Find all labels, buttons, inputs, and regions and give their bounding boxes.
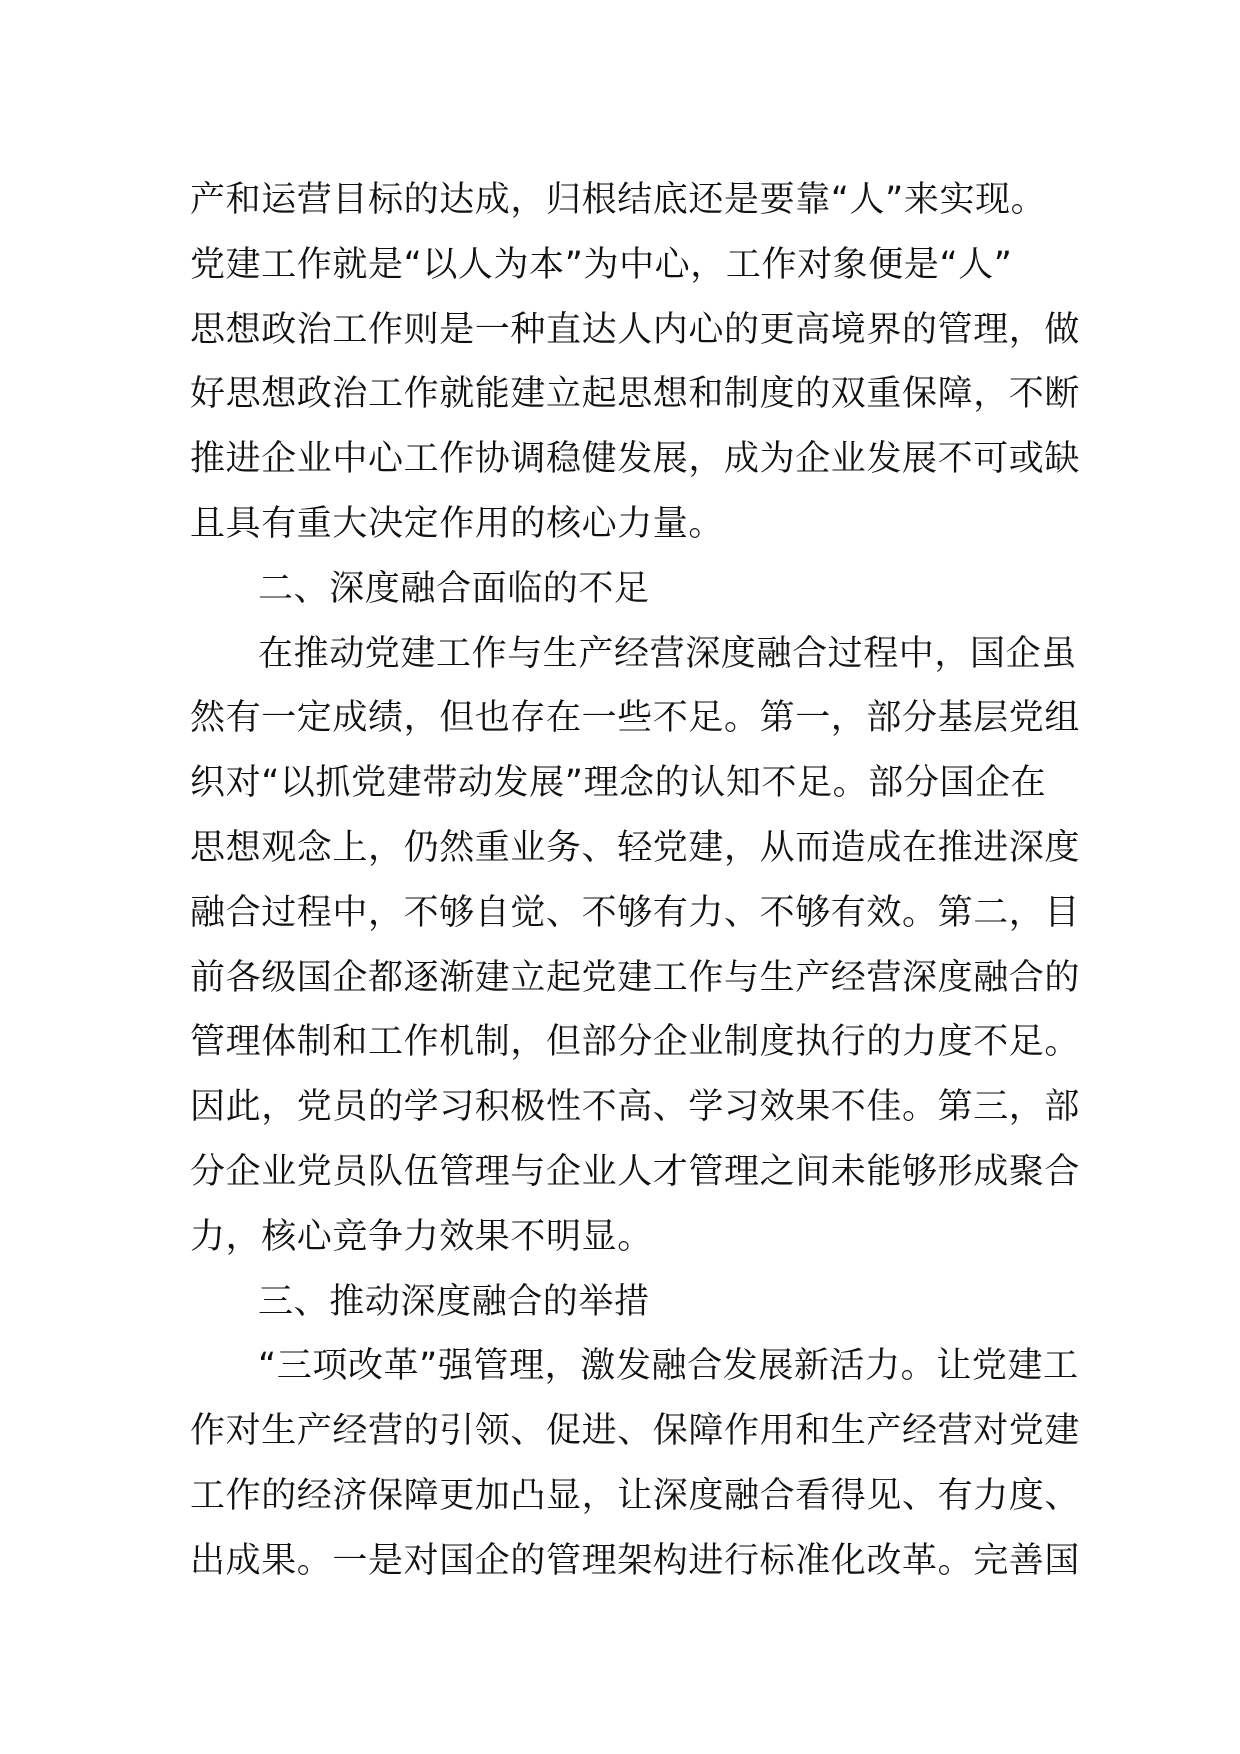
text-line: 思想政治工作则是一种直达人内心的更高境界的管理，做 xyxy=(190,309,1081,350)
text-line: 融合过程中，不够自觉、不够有力、不够有效。第二，目 xyxy=(190,892,1081,933)
text-line: 在推动党建工作与生产经营深度融合过程中，国企虽 xyxy=(258,633,1077,674)
text-line: 出成果。一是对国企的管理架构进行标准化改革。完善国 xyxy=(190,1540,1081,1581)
text-line: 然有一定成绩，但也存在一些不足。第一，部分基层党组 xyxy=(190,698,1081,739)
text-line: “三项改革”强管理，激发融合发展新活力。让党建工 xyxy=(258,1346,1079,1387)
text-line: 作对生产经营的引领、促进、保障作用和生产经营对党建 xyxy=(190,1411,1081,1452)
text-line: 党建工作就是“以人为本”为中心，工作对象便是“人” xyxy=(190,244,1013,285)
text-line: 二、深度融合面临的不足 xyxy=(258,568,650,609)
text-line: 管理体制和工作机制，但部分企业制度执行的力度不足。 xyxy=(190,1022,1081,1063)
text-line: 三、推动深度融合的举措 xyxy=(258,1281,650,1322)
text-line: 思想观念上，仍然重业务、轻党建，从而造成在推进深度 xyxy=(190,827,1081,868)
text-line: 织对“以抓党建带动发展”理念的认知不足。部分国企在 xyxy=(190,763,1047,804)
document-page xyxy=(190,168,1081,1594)
text-line: 产和运营目标的达成，归根结底还是要靠“人”来实现。 xyxy=(190,180,1047,220)
text-line: 前各级国企都逐渐建立起党建工作与生产经营深度融合的 xyxy=(190,957,1081,998)
text-line: 分企业党员队伍管理与企业人才管理之间未能够形成聚合 xyxy=(190,1151,1081,1192)
text-line: 因此，党员的学习积极性不高、学习效果不佳。第三，部 xyxy=(190,1087,1081,1128)
text-line: 推进企业中心工作协调稳健发展，成为企业发展不可或缺 xyxy=(190,439,1081,480)
text-line: 且具有重大决定作用的核心力量。 xyxy=(190,503,725,544)
text-line: 好思想政治工作就能建立起思想和制度的双重保障，不断 xyxy=(190,374,1081,415)
text-line: 力，核心竞争力效果不明显。 xyxy=(190,1216,653,1257)
text-line: 工作的经济保障更加凸显，让深度融合看得见、有力度、 xyxy=(190,1475,1081,1516)
